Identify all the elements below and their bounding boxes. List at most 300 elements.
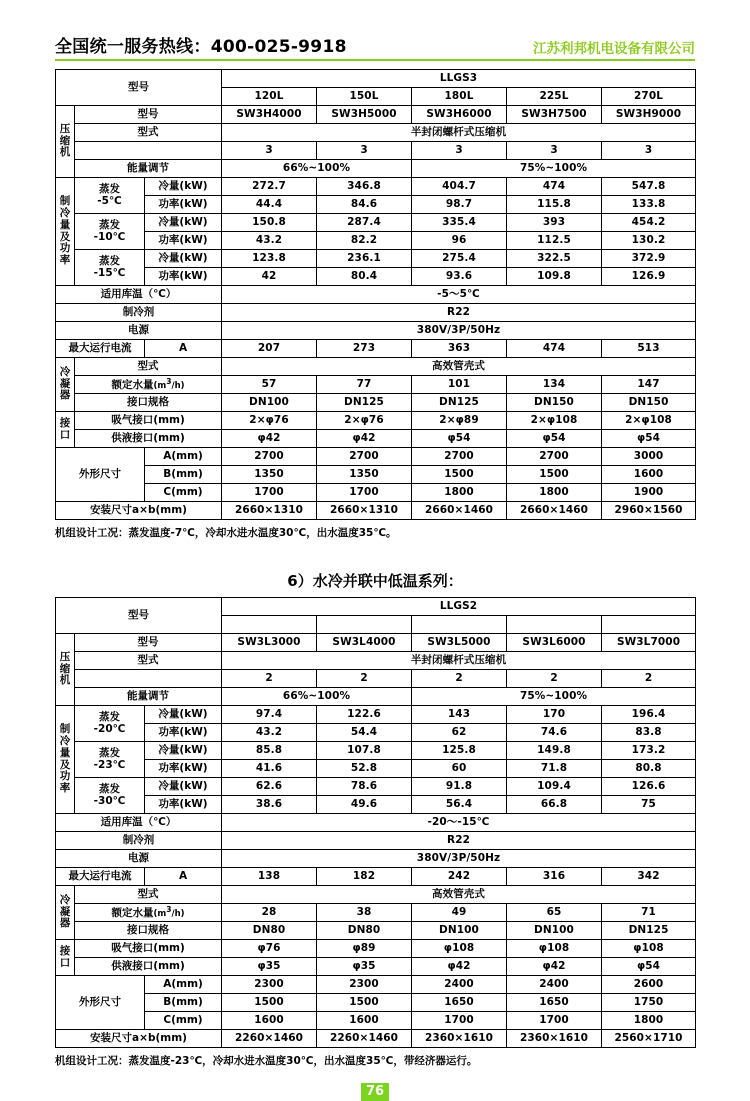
page-number-wrap [55,1082,695,1101]
power-value-0-0: 43.2 [222,724,317,742]
comp-model-4: SW3H9000 [602,106,696,124]
spec-table-medium-temp [55,69,696,520]
dim-c-0: 1600 [222,1012,317,1030]
comp-count-1: 2 [317,670,412,688]
max-current-1: 273 [317,340,412,358]
max-current-4: 342 [602,868,696,886]
max-current-4: 513 [602,340,696,358]
cond-type-label: 型式 [75,358,222,376]
store-temp-label: 适用库温（℃） [56,814,222,832]
refrigerant-value: R22 [222,832,696,850]
install-size-3: 2660×1460 [507,502,602,520]
dim-c-label: C(mm) [145,484,222,502]
table2-note: 机组设计工况：蒸发温度-23℃，冷却水进水温度30℃，出水温度35℃，带经济器运行。 [55,1055,478,1067]
store-temp-value: -5～5℃ [222,286,696,304]
table-row [56,232,696,250]
power-value-2-4: 75 [602,796,696,814]
rated-water-4: 147 [602,376,696,394]
install-size-4: 2960×1560 [602,502,696,520]
table-row [56,304,696,322]
table-row [56,106,696,124]
table-row [56,976,696,994]
dim-a-3: 2400 [507,976,602,994]
cool-value-2-4: 126.6 [602,778,696,796]
comp-model-label: 型号 [75,634,222,652]
port-spec-4: DN150 [602,394,696,412]
max-current-2: 242 [412,868,507,886]
dim-b-label: B(mm) [145,466,222,484]
table-row [56,214,696,232]
liquid-port-2: φ42 [412,958,507,976]
dim-a-1: 2300 [317,976,412,994]
rated-water-label: 额定水量(m3/h) [75,904,222,922]
capacity-control-right: 75%~100% [412,688,696,706]
rated-water-1: 77 [317,376,412,394]
refrigerant-label: 制冷剂 [56,832,222,850]
store-temp-label: 适用库温（℃） [56,286,222,304]
dim-c-3: 1700 [507,1012,602,1030]
evap-temp-1: 蒸发 -10℃ [75,214,145,250]
table-row [56,742,696,760]
comp-count-0: 3 [222,142,317,160]
power-value-2-0: 38.6 [222,796,317,814]
dim-a-2: 2400 [412,976,507,994]
port-spec-0: DN80 [222,922,317,940]
cool-value-0-0: 272.7 [222,178,317,196]
dimensions-label: 外形尺寸 [56,976,145,1030]
cool-value-1-0: 150.8 [222,214,317,232]
rated-water-3: 134 [507,376,602,394]
cool-value-1-2: 335.4 [412,214,507,232]
max-current-unit: A [145,340,222,358]
compressor-group-label: 压 缩 机 [56,106,75,178]
table-row [56,160,696,178]
dim-a-label: A(mm) [145,448,222,466]
install-size-0: 2660×1310 [222,502,317,520]
suction-port-0: φ76 [222,940,317,958]
power-kw-label-2: 功率(kW) [145,796,222,814]
power-kw-label-0: 功率(kW) [145,196,222,214]
max-current-0: 207 [222,340,317,358]
refrigerant-value: R22 [222,304,696,322]
comp-model-0: SW3H4000 [222,106,317,124]
capacity-4: 270L [602,88,696,106]
header-model-label: 型号 [56,70,222,106]
suction-port-2: φ108 [412,940,507,958]
section-title: 6）水冷并联中低温系列： [287,572,463,590]
dim-a-2: 2700 [412,448,507,466]
power-value-0-4: 133.8 [602,196,696,214]
dim-b-4: 1750 [602,994,696,1012]
suction-port-label: 吸气接口(mm) [75,412,222,430]
power-value-0-4: 83.8 [602,724,696,742]
comp-model-3: SW3L6000 [507,634,602,652]
comp-type-value: 半封闭螺杆式压缩机 [222,652,696,670]
cool-kw-label-0: 冷量(kW) [145,178,222,196]
capacity-control-left: 66%~100% [222,160,412,178]
power-value-1-2: 60 [412,760,507,778]
page-header [55,0,695,59]
rated-water-0: 57 [222,376,317,394]
power-value-0-3: 74.6 [507,724,602,742]
service-hotline: 全国统一服务热线：400-025-9918 [55,37,347,57]
table-row [56,178,696,196]
port-spec-4: DN125 [602,922,696,940]
evap-temp-1: 蒸发 -23℃ [75,742,145,778]
comp-model-1: SW3L4000 [317,634,412,652]
power-kw-label-1: 功率(kW) [145,760,222,778]
comp-count-4: 2 [602,670,696,688]
table-row [56,850,696,868]
install-size-0: 2260×1460 [222,1030,317,1048]
power-value-1-0: 41.6 [222,760,317,778]
header-divider [55,59,695,61]
interface-group-label: 接 口 [56,940,75,976]
spec-table-low-temp [55,597,696,1048]
liquid-port-4: φ54 [602,430,696,448]
power-value-2-3: 66.8 [507,796,602,814]
dim-c-4: 1800 [602,1012,696,1030]
liquid-port-1: φ42 [317,430,412,448]
comp-type-value: 半封闭螺杆式压缩机 [222,124,696,142]
power-kw-label-1: 功率(kW) [145,232,222,250]
evap-temp-0: 蒸发 -20℃ [75,706,145,742]
table-row [56,1030,696,1048]
dim-a-4: 3000 [602,448,696,466]
table-row [56,958,696,976]
power-kw-label-2: 功率(kW) [145,268,222,286]
power-value-1-2: 96 [412,232,507,250]
power-supply-value: 380V/3P/50Hz [222,322,696,340]
cool-value-0-1: 122.6 [317,706,412,724]
liquid-port-0: φ42 [222,430,317,448]
port-spec-2: DN125 [412,394,507,412]
liquid-port-1: φ35 [317,958,412,976]
evap-temp-2: 蒸发 -15℃ [75,250,145,286]
port-spec-1: DN80 [317,922,412,940]
comp-model-2: SW3L5000 [412,634,507,652]
table-row [56,376,696,394]
table-row [56,250,696,268]
cool-value-0-0: 97.4 [222,706,317,724]
store-temp-value: -20～-15℃ [222,814,696,832]
table-row [56,448,696,466]
power-supply-label: 电源 [56,850,222,868]
capacity-control-right: 75%~100% [412,160,696,178]
table-row [56,760,696,778]
comp-count-0: 2 [222,670,317,688]
dim-b-2: 1500 [412,466,507,484]
condenser-group-label: 冷 凝 器 [56,358,75,412]
dim-c-2: 1700 [412,1012,507,1030]
dim-c-1: 1700 [317,484,412,502]
cool-value-1-3: 393 [507,214,602,232]
install-size-label: 安装尺寸a×b(mm) [56,502,222,520]
comp-count-1: 3 [317,142,412,160]
liquid-port-label: 供液接口(mm) [75,430,222,448]
rated-water-4: 71 [602,904,696,922]
table-row [56,322,696,340]
comp-model-label: 型号 [75,106,222,124]
table-row [56,502,696,520]
comp-count-label [75,142,222,160]
table-row [56,358,696,376]
table-row [56,868,696,886]
cond-type-label: 型式 [75,886,222,904]
dim-b-0: 1500 [222,994,317,1012]
suction-port-4: 2×φ108 [602,412,696,430]
comp-count-4: 3 [602,142,696,160]
cool-value-0-2: 143 [412,706,507,724]
rated-water-2: 101 [412,376,507,394]
cool-value-0-3: 170 [507,706,602,724]
install-size-1: 2660×1310 [317,502,412,520]
table-row [56,706,696,724]
power-value-1-0: 43.2 [222,232,317,250]
series-name: LLGS2 [222,598,696,616]
power-value-2-2: 56.4 [412,796,507,814]
port-spec-label: 接口规格 [75,394,222,412]
cool-value-2-4: 372.9 [602,250,696,268]
power-value-2-3: 109.8 [507,268,602,286]
suction-port-3: φ108 [507,940,602,958]
cool-value-0-3: 474 [507,178,602,196]
page-number: 76 [361,1083,389,1101]
comp-model-3: SW3H7500 [507,106,602,124]
power-value-2-2: 93.6 [412,268,507,286]
series-name: LLGS3 [222,70,696,88]
table-row [56,904,696,922]
comp-count-2: 3 [412,142,507,160]
capacity-1: 150L [317,88,412,106]
cond-type-value: 高效管壳式 [222,886,696,904]
table-row [56,70,696,88]
capacity-3: 225L [507,88,602,106]
capacity-control-left: 66%~100% [222,688,412,706]
liquid-port-3: φ54 [507,430,602,448]
liquid-port-label: 供液接口(mm) [75,958,222,976]
table-row [56,196,696,214]
dim-c-0: 1700 [222,484,317,502]
table-row [56,268,696,286]
comp-type-label: 型式 [75,124,222,142]
dim-a-4: 2600 [602,976,696,994]
capacity-0: 120L [222,88,317,106]
dim-b-label: B(mm) [145,994,222,1012]
cool-value-1-4: 454.2 [602,214,696,232]
dim-b-1: 1350 [317,466,412,484]
dim-c-1: 1600 [317,1012,412,1030]
power-value-1-1: 52.8 [317,760,412,778]
rated-water-3: 65 [507,904,602,922]
max-current-unit: A [145,868,222,886]
cool-kw-label-2: 冷量(kW) [145,250,222,268]
port-spec-label: 接口规格 [75,922,222,940]
cool-kw-label-2: 冷量(kW) [145,778,222,796]
table-row [56,634,696,652]
capacity-control-label: 能量调节 [75,688,222,706]
dim-c-2: 1800 [412,484,507,502]
cool-value-2-1: 236.1 [317,250,412,268]
cool-value-1-4: 173.2 [602,742,696,760]
suction-port-0: 2×φ76 [222,412,317,430]
cool-value-2-3: 322.5 [507,250,602,268]
max-current-label: 最大运行电流 [56,868,145,886]
capacity-4 [602,616,696,634]
dim-b-3: 1650 [507,994,602,1012]
liquid-port-2: φ54 [412,430,507,448]
cool-value-2-0: 123.8 [222,250,317,268]
port-spec-1: DN125 [317,394,412,412]
liquid-port-0: φ35 [222,958,317,976]
capacity-2 [412,616,507,634]
suction-port-4: φ108 [602,940,696,958]
capacity-0 [222,616,317,634]
capacity-3 [507,616,602,634]
install-size-1: 2260×1460 [317,1030,412,1048]
cond-type-value: 高效管壳式 [222,358,696,376]
header-model-label: 型号 [56,598,222,634]
dim-b-2: 1650 [412,994,507,1012]
comp-count-3: 3 [507,142,602,160]
cool-value-1-0: 85.8 [222,742,317,760]
port-spec-3: DN100 [507,922,602,940]
cool-value-0-4: 196.4 [602,706,696,724]
dim-c-3: 1800 [507,484,602,502]
table-row [56,142,696,160]
table-row [56,412,696,430]
cool-kw-label-0: 冷量(kW) [145,706,222,724]
cool-kw-label-1: 冷量(kW) [145,214,222,232]
install-size-label: 安装尺寸a×b(mm) [56,1030,222,1048]
install-size-2: 2360×1610 [412,1030,507,1048]
table-row [56,778,696,796]
max-current-0: 138 [222,868,317,886]
dim-a-0: 2300 [222,976,317,994]
table-row [56,922,696,940]
comp-model-1: SW3H5000 [317,106,412,124]
table-row [56,886,696,904]
table-row [56,688,696,706]
comp-model-2: SW3H6000 [412,106,507,124]
power-value-0-2: 98.7 [412,196,507,214]
table-row [56,994,696,1012]
liquid-port-4: φ54 [602,958,696,976]
table-row [56,394,696,412]
cool-value-1-3: 149.8 [507,742,602,760]
power-value-2-1: 80.4 [317,268,412,286]
table-row [56,124,696,142]
power-supply-label: 电源 [56,322,222,340]
power-value-1-1: 82.2 [317,232,412,250]
install-size-4: 2560×1710 [602,1030,696,1048]
dim-a-3: 2700 [507,448,602,466]
cool-value-2-1: 78.6 [317,778,412,796]
max-current-3: 474 [507,340,602,358]
power-value-2-4: 126.9 [602,268,696,286]
power-value-0-2: 62 [412,724,507,742]
port-spec-3: DN150 [507,394,602,412]
power-value-0-1: 84.6 [317,196,412,214]
table-row [56,286,696,304]
cool-value-0-4: 547.8 [602,178,696,196]
table-row [56,652,696,670]
compressor-group-label: 压 缩 机 [56,634,75,706]
power-value-0-0: 44.4 [222,196,317,214]
capacity-control-label: 能量调节 [75,160,222,178]
dim-b-0: 1350 [222,466,317,484]
suction-port-2: 2×φ89 [412,412,507,430]
evap-temp-0: 蒸发 -5℃ [75,178,145,214]
dim-a-1: 2700 [317,448,412,466]
comp-count-label [75,670,222,688]
rated-water-2: 49 [412,904,507,922]
interface-group-label: 接 口 [56,412,75,448]
dim-b-3: 1500 [507,466,602,484]
suction-port-label: 吸气接口(mm) [75,940,222,958]
rated-water-0: 28 [222,904,317,922]
max-current-3: 316 [507,868,602,886]
install-size-3: 2360×1610 [507,1030,602,1048]
power-value-1-4: 80.8 [602,760,696,778]
comp-model-0: SW3L3000 [222,634,317,652]
cool-value-0-1: 346.8 [317,178,412,196]
suction-port-1: 2×φ76 [317,412,412,430]
power-supply-value: 380V/3P/50Hz [222,850,696,868]
cool-value-2-3: 109.4 [507,778,602,796]
cool-value-2-2: 275.4 [412,250,507,268]
table1-note: 机组设计工况：蒸发温度-7℃，冷却水进水温度30℃，出水温度35℃。 [55,527,397,539]
power-value-0-3: 115.8 [507,196,602,214]
cool-value-2-2: 91.8 [412,778,507,796]
power-value-2-0: 42 [222,268,317,286]
cooling-group-label: 制 冷 量 及 功 率 [56,706,75,814]
power-value-2-1: 49.6 [317,796,412,814]
capacity-1 [317,616,412,634]
table-row [56,940,696,958]
cool-value-2-0: 62.6 [222,778,317,796]
cool-value-1-2: 125.8 [412,742,507,760]
power-value-1-3: 112.5 [507,232,602,250]
company-name: 江苏利邦机电设备有限公司 [533,41,695,57]
power-value-1-4: 130.2 [602,232,696,250]
suction-port-3: 2×φ108 [507,412,602,430]
table-row [56,796,696,814]
table-row [56,814,696,832]
dim-c-4: 1900 [602,484,696,502]
cool-value-0-2: 404.7 [412,178,507,196]
dim-a-0: 2700 [222,448,317,466]
table-row [56,1012,696,1030]
liquid-port-3: φ42 [507,958,602,976]
table-row [56,340,696,358]
power-value-0-1: 54.4 [317,724,412,742]
comp-type-label: 型式 [75,652,222,670]
comp-count-3: 2 [507,670,602,688]
power-value-1-3: 71.8 [507,760,602,778]
max-current-2: 363 [412,340,507,358]
dimensions-label: 外形尺寸 [56,448,145,502]
port-spec-0: DN100 [222,394,317,412]
table-row [56,430,696,448]
comp-model-4: SW3L7000 [602,634,696,652]
power-kw-label-0: 功率(kW) [145,724,222,742]
rated-water-1: 38 [317,904,412,922]
table-row [56,670,696,688]
dim-b-1: 1500 [317,994,412,1012]
port-spec-2: DN100 [412,922,507,940]
comp-count-2: 2 [412,670,507,688]
